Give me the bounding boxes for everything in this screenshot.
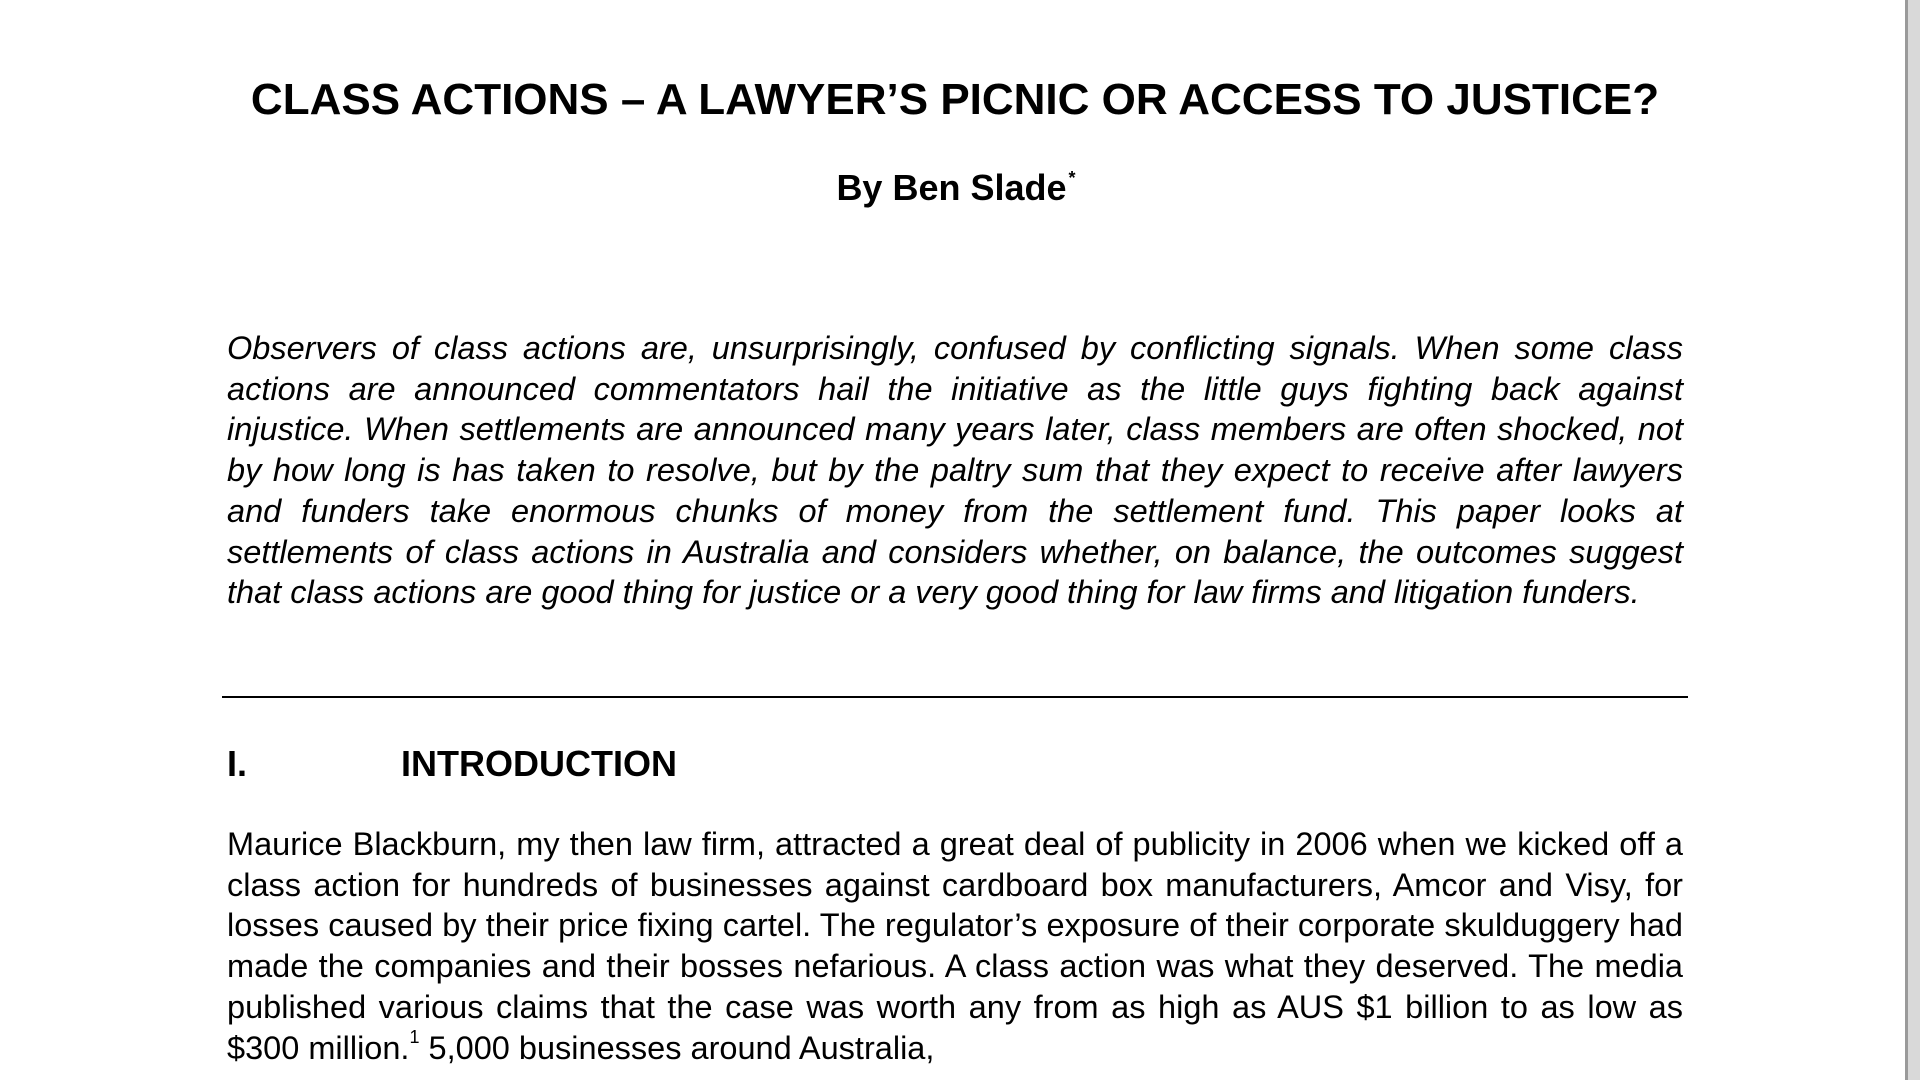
section-number: I. [227,743,248,784]
abstract: Observers of class actions are, unsurprisingly, confused by conflicting signals. When some class actions are announced commentators hail the initiative as the little guys fighting back against injustice. When settlements are announced many years later, class members are often shocked, not by how long is has taken to resolve, but by the paltry sum that they expect to receive after lawyers and funders take enormous chunks of money from the settlement fund. This paper looks at settlements of class actions in Australia and considers whether, on balance, the outcomes suggest that class actions are good thing for justice or a very good thing for law firms and litigation funders. [227,330,1683,611]
body-paragraph [227,824,1683,1068]
section-title: INTRODUCTION [401,743,677,784]
author-byline [222,164,1688,212]
section-heading [227,740,1683,788]
body-paragraph-text: Maurice Blackburn, my then law firm, attracted a great deal of publicity in 2006 when we kicked off a class action for hundreds of businesses against cardboard box manufacturers, Amcor and Visy, for losses caused by their price fixing cartel. The regulator’s exposure of their corporate skulduggery had made the companies and their bosses nefarious. A class action was what they deserved. The media published various claims that the case was worth any from as high as AUS $1 billion to as low as $300 million. [227,826,1683,1066]
author-footnote-mark: * [1068,168,1076,188]
scrollbar[interactable] [1905,0,1920,1080]
author-name: By Ben Slade [836,167,1067,208]
paper-title: CLASS ACTIONS – A LAWYER’S PICNIC OR ACCESS TO JUSTICE? [250,75,1660,124]
footnote-reference: 1 [409,1026,420,1047]
abstract-divider [222,696,1688,698]
body-paragraph-continuation: 5,000 businesses around Australia, [419,1029,935,1066]
